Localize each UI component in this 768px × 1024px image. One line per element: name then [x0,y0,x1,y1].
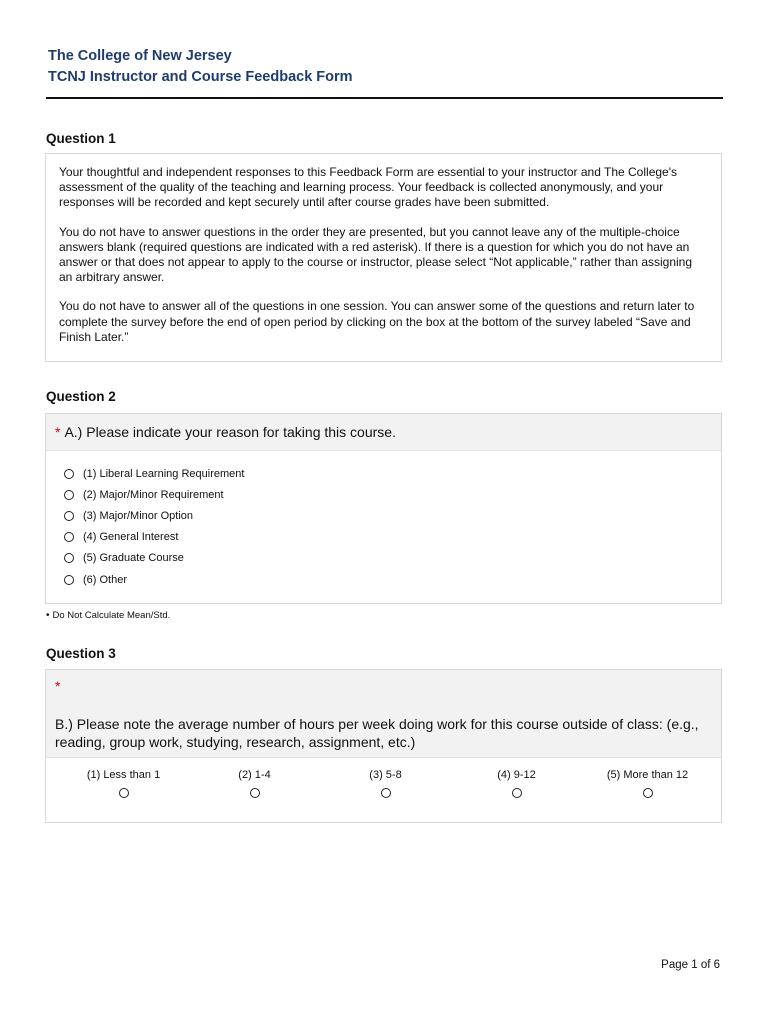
required-asterisk: * [55,424,61,440]
form-header [48,46,724,88]
question-3-box [45,669,722,823]
header-divider [46,97,723,99]
option-label: (5) Graduate Course [83,552,184,565]
reason-options [46,451,721,590]
question-2-prompt: A.) Please indicate your reason for taking this course. [64,424,396,440]
radio-button-icon[interactable] [64,553,74,563]
radio-button-icon[interactable] [250,788,260,798]
scale-label: (4) 9-12 [497,769,536,781]
option-label: (1) Liberal Learning Requirement [83,467,245,480]
intro-paragraph: You do not have to answer all of the questions in one session. You can answer some of the questions and return later to complete the survey before the end of open period by clicking on the box at the bottom of the survey labeled “Save and Finish Later.” [59,299,695,344]
option-general-interest[interactable] [64,527,721,548]
form-title: TCNJ Instructor and Course Feedback Form [48,69,353,85]
option-label: (2) Major/Minor Requirement [83,488,224,501]
radio-button-icon[interactable] [64,532,74,542]
option-label: (4) General Interest [83,531,179,544]
scale-option-1-4[interactable] [189,769,320,798]
radio-button-icon[interactable] [64,469,74,479]
option-major-minor-option[interactable] [64,505,721,526]
question-3-label: Question 3 [46,646,116,661]
college-name: The College of New Jersey [48,48,232,64]
option-other[interactable] [64,569,721,590]
intro-paragraph: Your thoughtful and independent responses to this Feedback Form are essential to your instructor and The College's assessment of the quality of the teaching and learning process. Your feedback is collected anonymously, and your responses will be recorded and kept securely until after course grades have been submitted. [59,165,677,210]
radio-button-icon[interactable] [643,788,653,798]
scale-option-9-12[interactable] [451,769,582,798]
calculation-note [46,610,170,621]
question-2-label: Question 2 [46,389,116,404]
radio-button-icon[interactable] [381,788,391,798]
scale-label: (1) Less than 1 [86,769,161,781]
option-major-minor-requirement[interactable] [64,484,721,505]
required-asterisk: * [55,678,61,694]
note-text: Do Not Calculate Mean/Std. [52,610,171,621]
question-3-header [46,670,721,758]
scale-label: (5) More than 12 [606,769,689,781]
page-number: Page 1 of 6 [661,959,720,971]
question-2-header [46,414,721,451]
option-graduate-course[interactable] [64,548,721,569]
option-label: (6) Other [83,573,128,586]
bullet-icon: • [46,610,50,621]
scale-option-less-than-1[interactable] [58,769,189,798]
radio-button-icon[interactable] [64,511,74,521]
scale-option-more-than-12[interactable] [582,769,713,798]
radio-button-icon[interactable] [119,788,129,798]
option-liberal-learning[interactable] [64,463,721,484]
question-1-label: Question 1 [46,131,116,146]
question-2-box [45,413,722,604]
radio-button-icon[interactable] [64,490,74,500]
scale-option-5-8[interactable] [320,769,451,798]
scale-label: (3) 5-8 [369,769,402,781]
intro-paragraph: You do not have to answer questions in the order they are presented, but you cannot leave any of the multiple-choice answers blank (required questions are indicated with a red asterisk). If there is a question for which you do not have an answer or that does not appear to apply to the course or instructor, please select “Not applicable,” rather than assigning an arbitrary answer. [59,224,693,285]
question-3-prompt: B.) Please note the average number of hours per week doing work for this course outside of class: (e.g., reading, group work, studying, research, assignment, etc.) [55,716,699,750]
radio-button-icon[interactable] [64,575,74,585]
intro-text-box [45,153,722,362]
hours-scale [46,758,721,798]
radio-button-icon[interactable] [512,788,522,798]
scale-label: (2) 1-4 [238,769,271,781]
option-label: (3) Major/Minor Option [83,509,194,522]
